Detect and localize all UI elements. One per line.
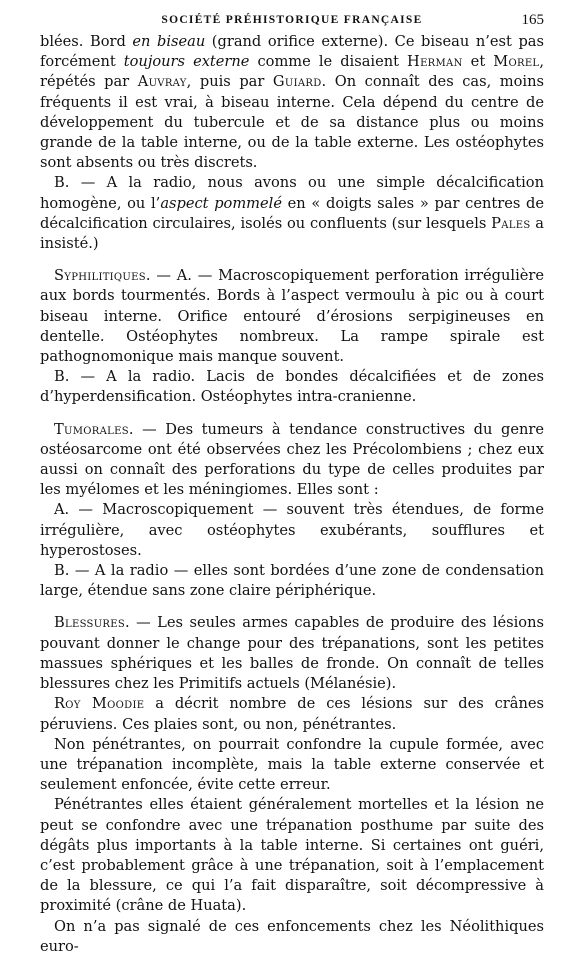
smallcaps-text: Tumorales bbox=[54, 420, 129, 438]
paragraph bbox=[40, 694, 544, 734]
text-run: Non pénétrantes, on pourrait confondre la cupule formée, avec une trépanation incomplète, mais la table externe conservée et seulement enfoncée, évite cette erreur. bbox=[40, 735, 544, 794]
text-run: a insisté.) bbox=[40, 214, 545, 253]
body-text bbox=[40, 32, 544, 957]
text-run: B. — A la radio, nous avons ou une simple décalcification homogène, ou l’ bbox=[40, 174, 544, 212]
text-run: B. — A la radio. Lacis de bondes décalcifiées et de zones d’hyperdensification. Ostéophytes intra-cranienne. bbox=[40, 368, 544, 406]
smallcaps-text: Auvray bbox=[137, 73, 187, 91]
text-run: . — Des tumeurs à tendance constructives du genre ostéosarcome ont été observées chez les Précolombiens ; chez eux aussi on connaît des perforations du type de celles produites par les myélomes et les méningiomes. Elles sont : bbox=[40, 420, 544, 499]
smallcaps-text: Blessures bbox=[54, 614, 125, 632]
text-run: en « doigts sales » par centres de décalcification circulaires, isolés ou confluents (sur lesquels bbox=[40, 194, 544, 232]
text-run: . On connaît des cas, moins fréquents il est vrai, à biseau interne. Cela dépend du centre de développement du tubercule et de sa distance plus ou moins grande de la table interne, ou de la table externe. Les ostéophytes sont absents ou très discrets. bbox=[40, 73, 544, 172]
text-run: (grand orifice externe). Ce biseau n’est pas forcément bbox=[40, 33, 544, 71]
text-run: On n’a pas signalé de ces enfoncements chez les Néolithiques euro- bbox=[40, 917, 544, 955]
paragraph bbox=[40, 266, 544, 367]
text-run: comme le disaient bbox=[249, 53, 408, 71]
italic-text: aspect pommelé bbox=[160, 194, 282, 212]
text-run: Pénétrantes elles étaient généralement mortelles et la lésion ne peut se confondre avec une trépanation posthume par suite des dégâts plus importants à la table interne. Si certaines ont guéri, c’est probablement grâce à une trépanation, soit à l’emplacement de la blessure, ce qui l’a fait disparaître, soit décompressive à proximité (crâne de Huata). bbox=[40, 796, 544, 915]
paragraph bbox=[40, 613, 544, 694]
paragraph bbox=[40, 500, 544, 561]
text-run: a décrit nombre de ces lésions sur des crânes péruviens. Ces plaies sont, ou non, pénétrantes. bbox=[40, 695, 544, 733]
text-run: blées. Bord bbox=[40, 33, 133, 50]
text-run: . — Les seules armes capables de produire des lésions pouvant donner le change pour des trépanations, sont les petites massues sphériques et les balles de fronde. On connaît de telles blessures chez les Primitifs actuels (Mélanésie). bbox=[40, 614, 544, 693]
paragraph bbox=[40, 917, 544, 957]
smallcaps-text: Pales bbox=[491, 214, 531, 232]
smallcaps-text: Syphilitiques bbox=[54, 267, 146, 285]
running-head bbox=[40, 8, 544, 32]
journal-title: SOCIÉTÉ PRÉHISTORIQUE FRANÇAISE bbox=[161, 14, 423, 26]
page-number: 165 bbox=[521, 12, 544, 28]
italic-text: en biseau bbox=[132, 33, 206, 50]
text-run: . — A. — Macroscopiquement perforation irrégulière aux bords tourmentés. Bords à l’aspect vermoulu à pic ou à court biseau interne. Orifice entouré d’érosions serpigineuses en dentelle. Ostéophytes nombreux. La rampe spirale est pathognomonique mais manque souvent. bbox=[40, 267, 544, 366]
paragraph bbox=[40, 173, 544, 254]
paragraph bbox=[40, 420, 544, 501]
text-run: B. — A la radio — elles sont bordées d’une zone de condensation large, étendue sans zone claire périphérique. bbox=[40, 562, 544, 600]
paragraph bbox=[40, 795, 544, 916]
text-run: A. — Macroscopiquement — souvent très étendues, de forme irrégulière, avec ostéophytes exubérants, soufflures et hyperostoses. bbox=[40, 501, 544, 559]
paragraph bbox=[40, 735, 544, 796]
smallcaps-text: Roy Moodie bbox=[54, 695, 145, 713]
text-run: , répétés par bbox=[40, 53, 545, 91]
text-run: , puis par bbox=[186, 73, 273, 91]
smallcaps-text: Morel bbox=[493, 53, 540, 71]
paragraph bbox=[40, 367, 544, 407]
smallcaps-text: Guiard bbox=[272, 73, 322, 91]
italic-text: toujours externe bbox=[123, 53, 250, 71]
paragraph bbox=[40, 561, 544, 601]
paragraph bbox=[40, 32, 544, 173]
smallcaps-text: Herman bbox=[407, 53, 463, 71]
text-run: et bbox=[462, 53, 494, 71]
